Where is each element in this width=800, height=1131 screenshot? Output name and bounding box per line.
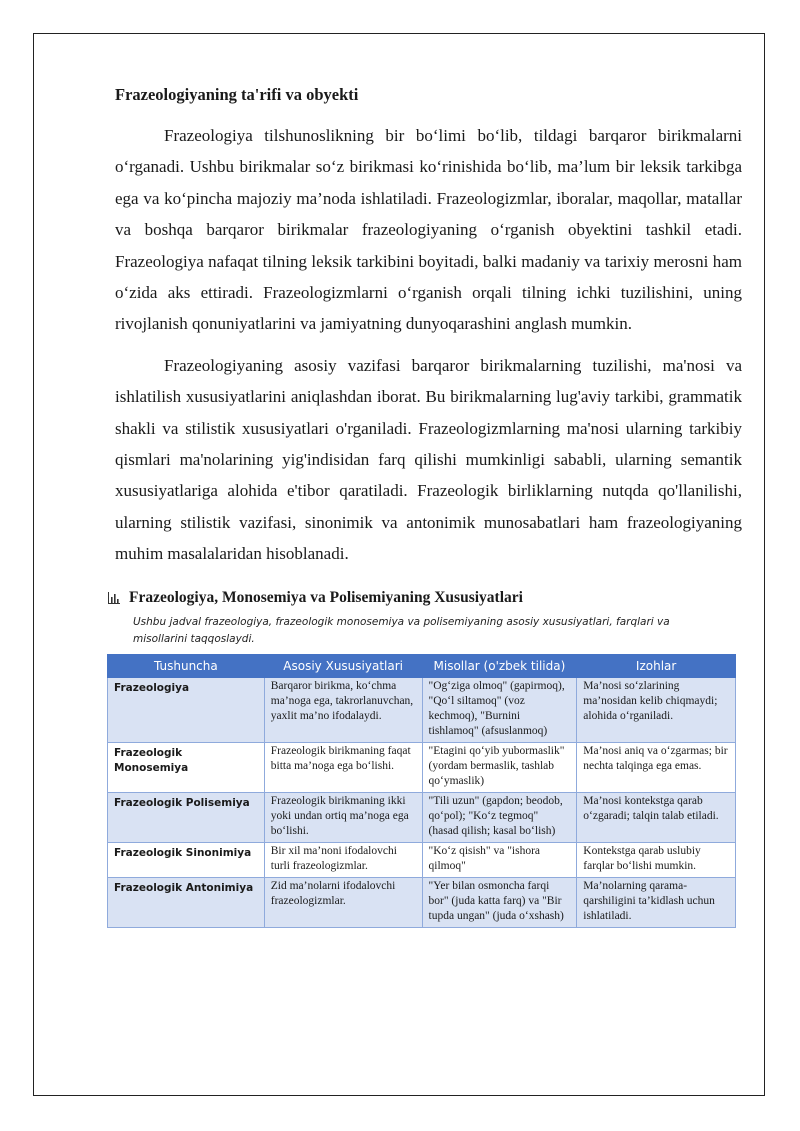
table-cell: Ma’nosi so‘zlarining ma’nosidan kelib chiqmaydi; alohida o‘rganiladi. bbox=[577, 677, 736, 742]
table-cell: Frazeologik birikmaning faqat bitta ma’noga ega bo‘lishi. bbox=[264, 742, 422, 792]
table-caption: Ushbu jadval frazeologiya, frazeologik monosemiya va polisemiyaning asosiy xususiyatlari, farqlari va misollarini taqqoslaydi. bbox=[133, 615, 670, 645]
table-cell-term: Frazeologik Monosemiya bbox=[108, 742, 265, 792]
table-cell: Bir xil ma’noni ifodalovchi turli frazeologizmlar. bbox=[264, 842, 422, 877]
table-cell-term: Frazeologiya bbox=[108, 677, 265, 742]
table-cell: Kontekstga qarab uslubiy farqlar bo‘lishi mumkin. bbox=[577, 842, 736, 877]
table-cell: "Yer bilan osmoncha farqi bor" (juda katta farq) va "Bir tupda ungan" (juda o‘xshash) bbox=[422, 877, 577, 927]
column-header: Izohlar bbox=[577, 654, 736, 677]
column-header: Tushuncha bbox=[108, 654, 265, 677]
table-row bbox=[108, 877, 736, 927]
table-row bbox=[108, 677, 736, 742]
column-header: Asosiy Xususiyatlari bbox=[264, 654, 422, 677]
bar-chart-icon bbox=[107, 591, 121, 605]
table-cell: "Etagini qo‘yib yubormaslik" (yordam bermaslik, tashlab qo‘ymaslik) bbox=[422, 742, 577, 792]
section-title: Frazeologiyaning ta'rifi va obyekti bbox=[115, 85, 359, 104]
column-header: Misollar (o'zbek tilida) bbox=[422, 654, 577, 677]
comparison-table-block bbox=[115, 588, 742, 928]
table-cell-term: Frazeologik Antonimiya bbox=[108, 877, 265, 927]
table-cell: Zid ma’nolarni ifodalovchi frazeologizmlar. bbox=[264, 877, 422, 927]
table-cell: Ma’nolarning qarama-qarshiligini ta’kidlash uchun ishlatiladi. bbox=[577, 877, 736, 927]
table-cell-term: Frazeologik Sinonimiya bbox=[108, 842, 265, 877]
document-content bbox=[115, 84, 742, 928]
table-cell: Ma’nosi kontekstga qarab o‘zgaradi; talqin talab etiladi. bbox=[577, 792, 736, 842]
table-row bbox=[108, 842, 736, 877]
table-cell: "Tili uzun" (gapdon; beodob, qo‘pol); "Ko‘z tegmoq" (hasad qilish; kasal bo‘lish) bbox=[422, 792, 577, 842]
table-cell: "Ko‘z qisish" va "ishora qilmoq" bbox=[422, 842, 577, 877]
table-cell: Barqaror birikma, ko‘chma ma’noga ega, takrorlanuvchan, yaxlit ma’no ifodalaydi. bbox=[264, 677, 422, 742]
table-heading bbox=[107, 588, 742, 608]
paragraph-2: Frazeologiyaning asosiy vazifasi barqaror birikmalarning tuzilishi, ma'nosi va ishlatilish xususiyatlarini aniqlashdan iborat. Bu birikmalarning lug'aviy tarkibi, grammatik shakli va stilistik xususiyatlari o'rganiladi. Frazeologizmlarning ma'nosi ularning tarkibiy qismlari ma'nolarining yig'indisidan farq qilishi mumkinligi sababli, ularning semantik xususiyatlariga alohida e'tibor qaratiladi. Frazeologik birliklarning nutqda qo'llanilishi, ularning stilistik vazifasi, sinonimik va antonimik munosabatlari ham frazeologiyaning muhim masalalaridan hisoblanadi. bbox=[115, 355, 742, 564]
table-row bbox=[108, 742, 736, 792]
table-title: Frazeologiya, Monosemiya va Polisemiyaning Xususiyatlari bbox=[129, 588, 523, 606]
table-cell: "Og‘ziga olmoq" (gapirmoq), "Qo‘l siltamoq" (voz kechmoq), "Burnini tishlamoq" (afsuslanmoq) bbox=[422, 677, 577, 742]
table-cell: Frazeologik birikmaning ikki yoki undan ortiq ma’noga ega bo‘lishi. bbox=[264, 792, 422, 842]
table-cell: Ma’nosi aniq va o‘zgarmas; bir nechta talqinga ega emas. bbox=[577, 742, 736, 792]
comparison-table bbox=[107, 654, 736, 928]
table-header-row bbox=[108, 654, 736, 677]
table-cell-term: Frazeologik Polisemiya bbox=[108, 792, 265, 842]
table-row bbox=[108, 792, 736, 842]
paragraph-1: Frazeologiya tilshunoslikning bir bo‘limi bo‘lib, tildagi barqaror birikmalarni o‘rganadi. Ushbu birikmalar so‘z birikmasi ko‘rinishida bo‘lib, ma’lum bir leksik tarkibga ega va ko‘pincha majoziy ma’noda ishlatiladi. Frazeologizmlar, iboralar, maqollar, matallar va boshqa barqaror birikmalar frazeologiyaning o‘rganish obyektini tashkil etadi. Frazeologiya nafaqat tilning leksik tarkibini boyitadi, balki madaniy va tarixiy merosni ham o‘zida aks ettiradi. Frazeologizmlarni o‘rganish orqali tilning ichki tuzilishini, uning rivojlanish qonuniyatlarini va jamiyatning dunyoqarashini anglash mumkin. bbox=[115, 126, 742, 334]
